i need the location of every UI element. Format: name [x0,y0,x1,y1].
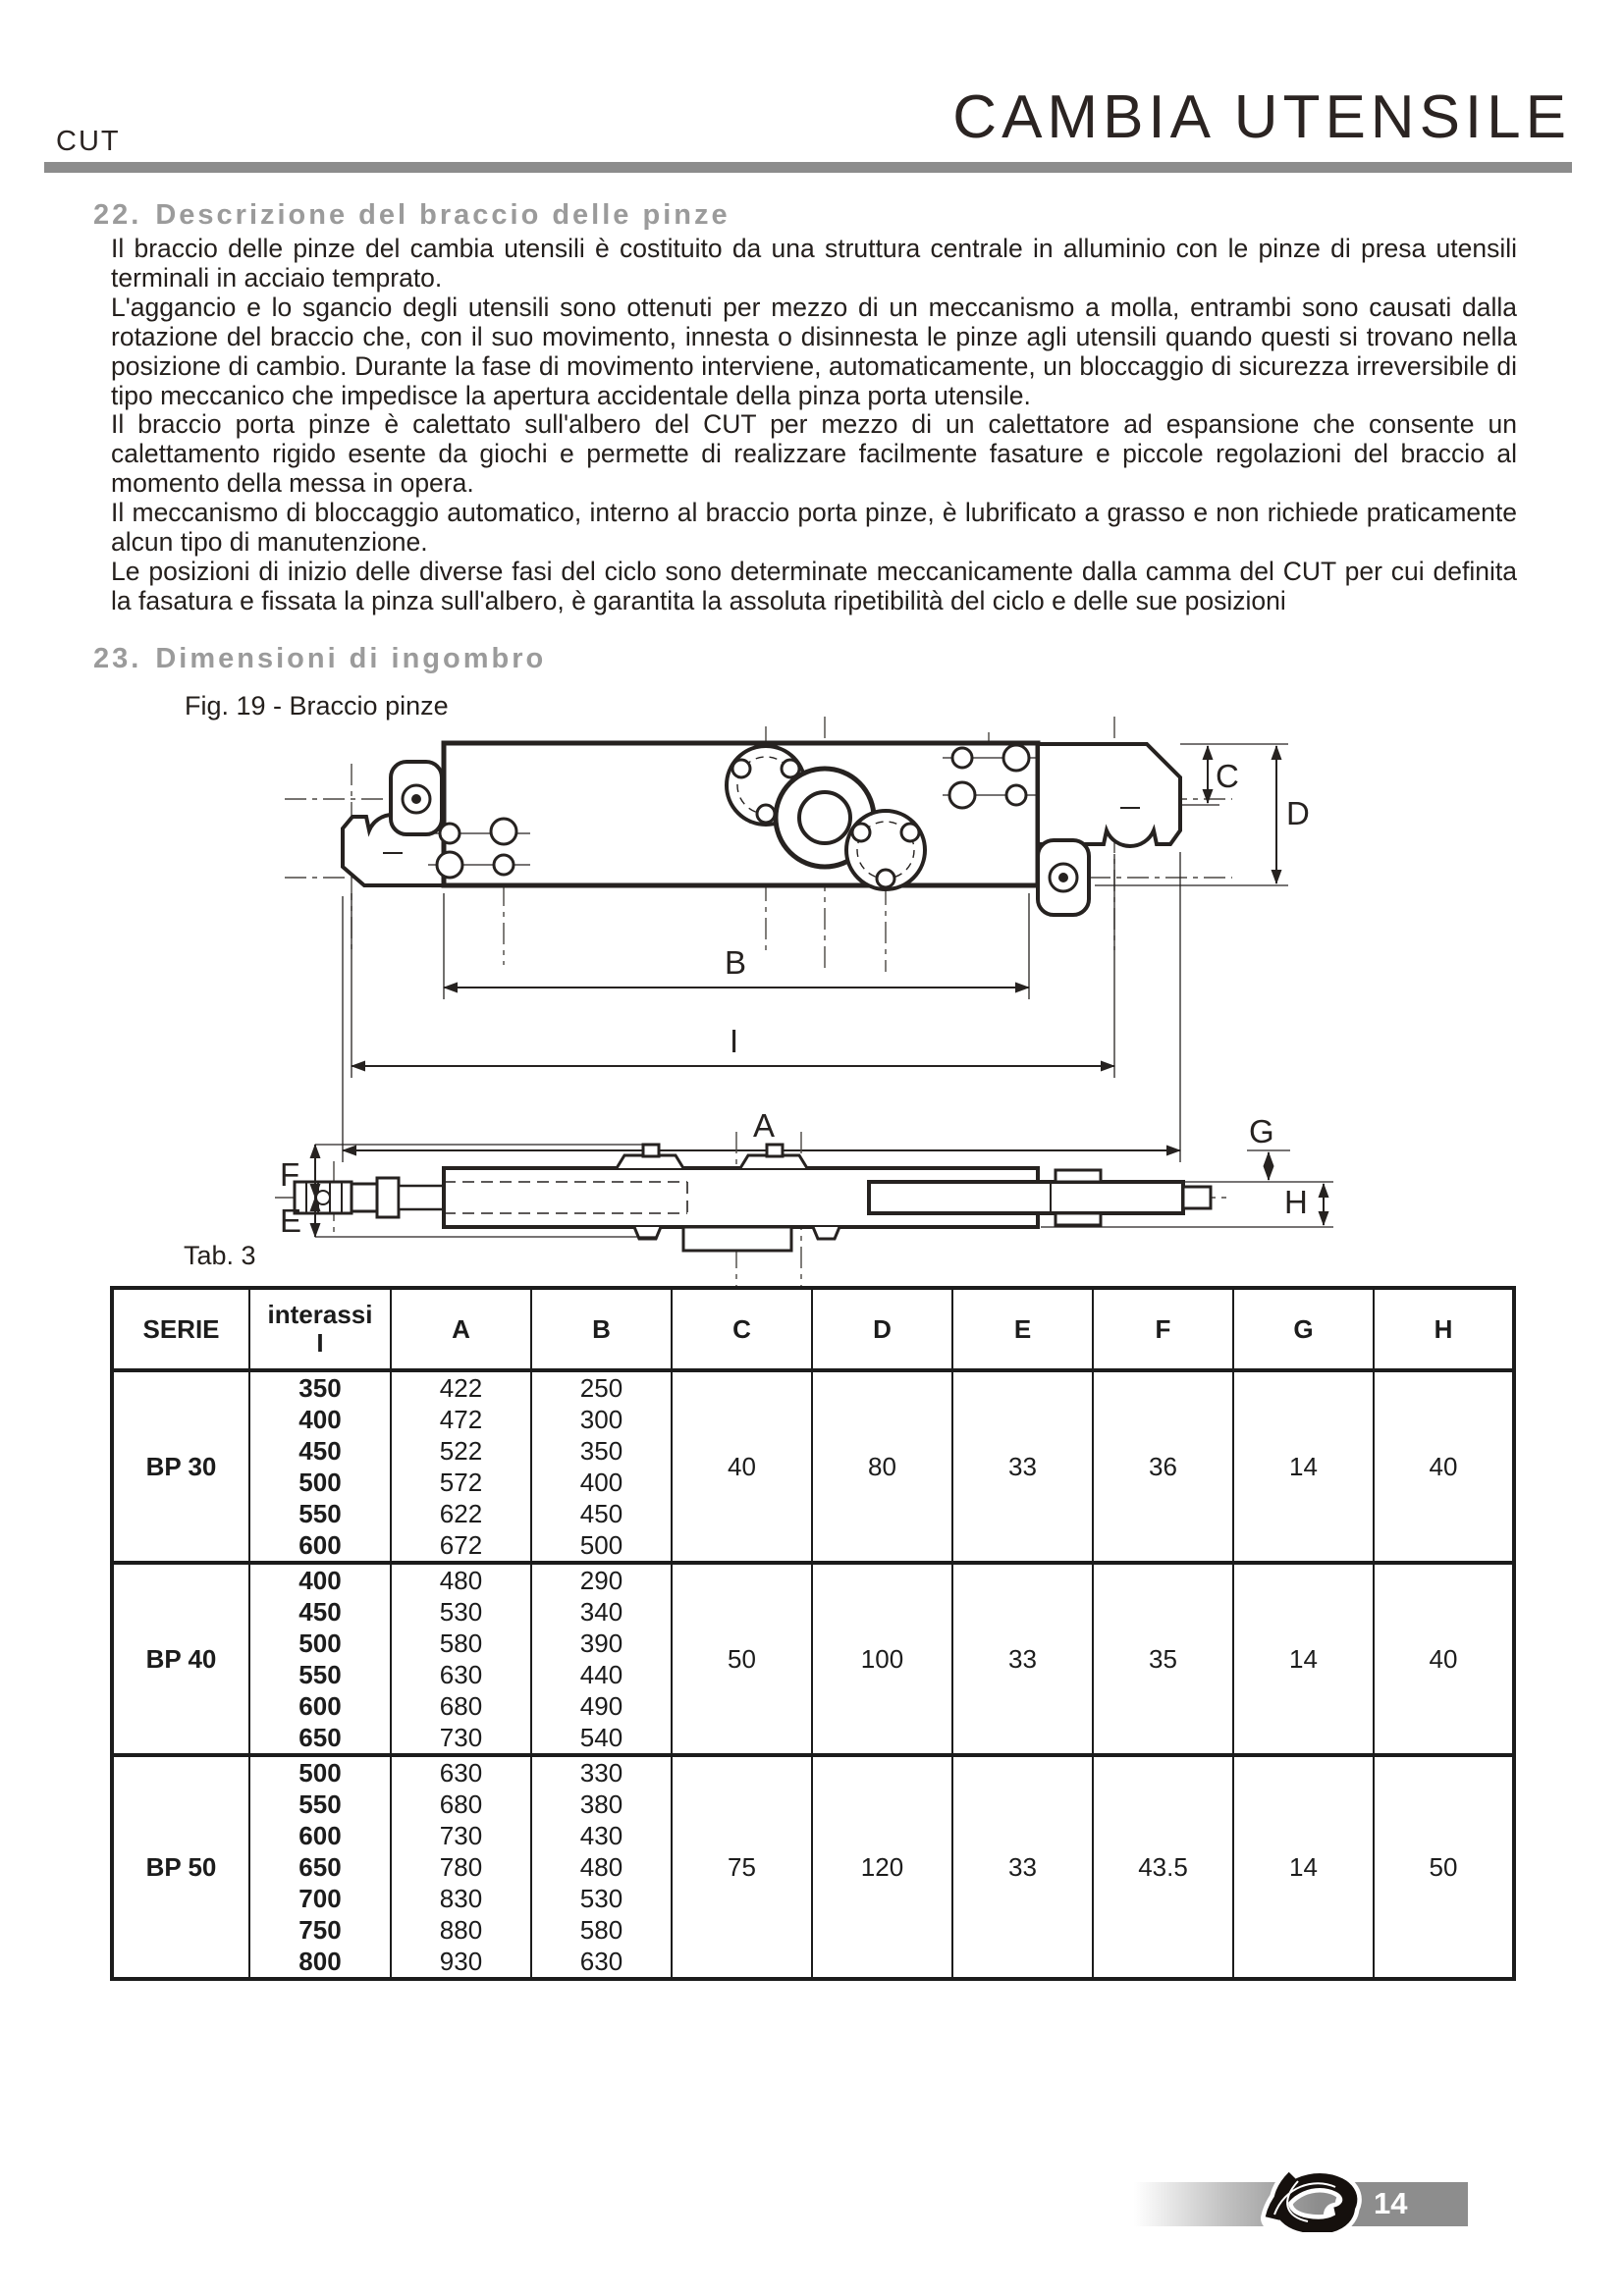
value-line: 600 [298,1691,342,1721]
value-line: 490 [579,1691,623,1721]
paragraph: Il braccio delle pinze del cambia utensili è costituito da una struttura centrale in alluminio con le pinze di presa utensili terminali in acciaio temprato. [111,234,1517,293]
interassi-cell [249,1370,391,1563]
paragraph: Il braccio porta pinze è calettato sull'albero del CUT per mezzo di un calettatore ad espansione che consente un calettamento rigido esente da giochi e permette di realizzare facilmente fasature e piccole regolazioni del braccio al momento della messa in opera. [111,409,1517,499]
dim-label-b: B [725,944,747,981]
value-line: 680 [439,1789,483,1819]
dim-label-f: F [280,1156,300,1193]
value-line: 450 [298,1597,342,1627]
dim-e-cell: 33 [952,1563,1093,1755]
value-line: 580 [579,1915,623,1945]
dim-d-cell: 120 [812,1755,952,1979]
series-row [112,1563,1514,1755]
value-line: 672 [439,1530,483,1560]
serie-cell: BP 40 [112,1563,249,1755]
section-23-title: Dimensioni di ingombro [155,643,547,674]
dim-c-cell: 75 [672,1755,812,1979]
paragraph: Il meccanismo di bloccaggio automatico, interno al braccio porta pinze, è lubrificato a grasso e non richiede praticamente alcun tipo di manutenzione. [111,498,1517,558]
value-line: 522 [439,1436,483,1466]
value-line: 480 [579,1852,623,1882]
header-dim-d: D [812,1288,952,1370]
brand-logo [1255,2163,1363,2232]
page-number: 14 [1374,2186,1408,2220]
value-line: 380 [579,1789,623,1819]
paragraph: L'aggancio e lo sgancio degli utensili sono ottenuti per mezzo di un meccanismo a molla, entrambi sono causati dalla rotazione del braccio che, con il suo movimento, innesta o disinnesta le pinze agli utensili quando questi si trovano nella posizione di cambio. Durante la fase di movimento interviene, automaticamente, un bloccaggio di sicurezza irreversibile di tipo meccanico che impedisce la apertura accidentale della pinza porta utensile. [111,292,1517,410]
value-line: 530 [439,1597,483,1627]
value-line: 440 [579,1660,623,1689]
dim-e-cell: 33 [952,1370,1093,1563]
value-line: 600 [298,1530,342,1560]
value-line: 700 [298,1884,342,1913]
value-line: 400 [579,1468,623,1497]
dim-label-c: C [1216,758,1239,794]
dim-label-a: A [753,1107,776,1144]
dim-f-cell: 36 [1093,1370,1233,1563]
value-line: 472 [439,1405,483,1434]
header-divider [44,162,1572,173]
header-dim-a: A [391,1288,531,1370]
value-line: 330 [579,1758,623,1788]
header-dim-h: H [1374,1288,1514,1370]
value-line: 580 [439,1629,483,1658]
value-line: 480 [439,1566,483,1595]
table-header-row [112,1288,1514,1370]
dim-c-cell: 40 [672,1370,812,1563]
series-row [112,1370,1514,1563]
dim-label-i: I [730,1023,739,1059]
value-line: 780 [439,1852,483,1882]
section-22-body [111,235,1517,616]
table-label: Tab. 3 [184,1241,256,1270]
value-line: 830 [439,1884,483,1913]
header-dim-b: B [531,1288,672,1370]
value-line: 300 [579,1405,623,1434]
value-line: 750 [298,1915,342,1945]
value-line: 422 [439,1373,483,1403]
value-line: 450 [298,1436,342,1466]
value-line: 500 [298,1758,342,1788]
page-title: CAMBIA UTENSILE [952,83,1571,151]
interassi-cell [249,1755,391,1979]
header-dim-f: F [1093,1288,1233,1370]
value-line: 880 [439,1915,483,1945]
dim-a-cell [391,1563,531,1755]
dim-f-cell: 43.5 [1093,1755,1233,1979]
section-22-title: Descrizione del braccio delle pinze [155,199,731,231]
dim-b-cell [531,1563,672,1755]
value-line: 630 [579,1947,623,1976]
figure-caption: Fig. 19 - Braccio pinze [185,691,449,721]
value-line: 350 [579,1436,623,1466]
dim-a-cell [391,1370,531,1563]
value-line: 730 [439,1723,483,1752]
value-line: 550 [298,1660,342,1689]
value-line: 430 [579,1821,623,1850]
paragraph: Le posizioni di inizio delle diverse fasi del ciclo sono determinate meccanicamente dalla camma del CUT per cui definita la fasatura e fissata la pinza sull'albero, è garantita la assoluta ripetibilità del ciclo e delle sue posizioni [111,556,1517,615]
dimensions-table [110,1286,1516,1981]
section-23-number: 23. [93,643,142,674]
product-code: CUT [56,126,121,157]
value-line: 730 [439,1821,483,1850]
dim-b-cell [531,1370,672,1563]
header-serie: SERIE [112,1288,249,1370]
value-line: 600 [298,1821,342,1850]
dim-g-cell: 14 [1233,1370,1374,1563]
header-dim-e: E [952,1288,1093,1370]
dim-e-cell: 33 [952,1755,1093,1979]
value-line: 650 [298,1723,342,1752]
section-23-heading [93,643,546,675]
serie-cell: BP 30 [112,1370,249,1563]
section-22-heading [93,199,731,232]
dim-label-d: D [1286,795,1310,831]
value-line: 500 [298,1629,342,1658]
value-line: 450 [579,1499,623,1528]
interassi-cell [249,1563,391,1755]
header-dim-g: G [1233,1288,1374,1370]
dim-a-cell [391,1755,531,1979]
dim-b-cell [531,1755,672,1979]
dim-g-cell: 14 [1233,1755,1374,1979]
dim-d-cell: 100 [812,1563,952,1755]
value-line: 572 [439,1468,483,1497]
value-line: 250 [579,1373,623,1403]
value-line: 630 [439,1758,483,1788]
value-line: 650 [298,1852,342,1882]
dim-label-h: H [1284,1184,1308,1220]
header-interassi: interassi I [249,1288,391,1370]
value-line: 930 [439,1947,483,1976]
value-line: 350 [298,1373,342,1403]
value-line: 400 [298,1566,342,1595]
figure-drawing-braccio-pinze [137,715,1434,1294]
value-line: 290 [579,1566,623,1595]
header-dim-c: C [672,1288,812,1370]
value-line: 340 [579,1597,623,1627]
value-line: 550 [298,1789,342,1819]
dim-g-cell: 14 [1233,1563,1374,1755]
dim-label-g: G [1249,1113,1274,1149]
section-22-number: 22. [93,199,142,231]
value-line: 530 [579,1884,623,1913]
value-line: 500 [579,1530,623,1560]
value-line: 630 [439,1660,483,1689]
value-line: 540 [579,1723,623,1752]
dim-h-cell: 40 [1374,1370,1514,1563]
serie-cell: BP 50 [112,1755,249,1979]
value-line: 390 [579,1629,623,1658]
dim-h-cell: 50 [1374,1755,1514,1979]
value-line: 680 [439,1691,483,1721]
dim-c-cell: 50 [672,1563,812,1755]
value-line: 400 [298,1405,342,1434]
dim-h-cell: 40 [1374,1563,1514,1755]
dim-label-e: E [280,1202,302,1239]
value-line: 550 [298,1499,342,1528]
value-line: 500 [298,1468,342,1497]
value-line: 800 [298,1947,342,1976]
value-line: 622 [439,1499,483,1528]
series-row [112,1755,1514,1979]
dim-d-cell: 80 [812,1370,952,1563]
dim-f-cell: 35 [1093,1563,1233,1755]
